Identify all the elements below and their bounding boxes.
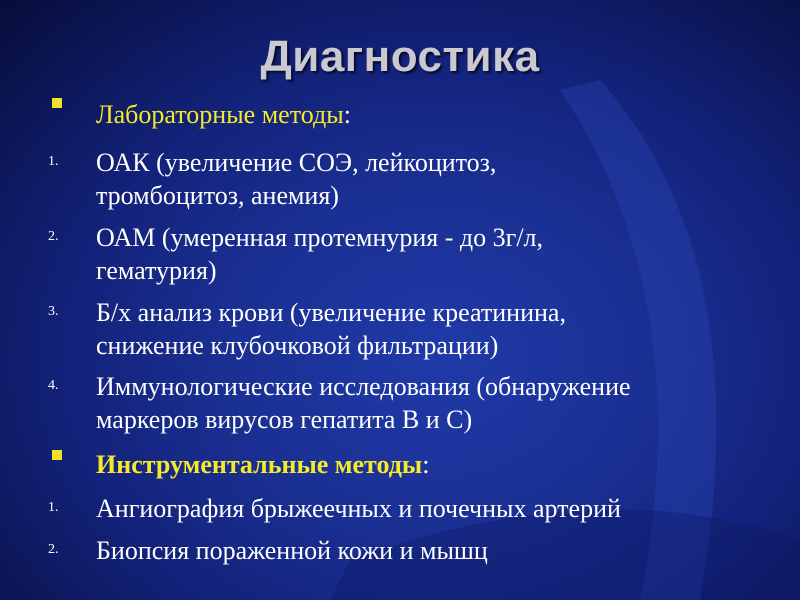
heading-colon: : [422,450,430,479]
square-bullet-icon [52,98,62,108]
list-item-line: ОАК (увеличение СОЭ, лейкоцитоз, [96,148,497,177]
square-bullet-icon [52,450,62,460]
laboratory-heading: Лабораторные методы [96,100,344,129]
section-heading [96,98,776,131]
instrumental-heading: Инструментальные методы [96,450,423,479]
heading-colon: : [343,100,351,129]
list-item-text [96,221,776,287]
list-item-line: Б/х анализ крови (увеличение креатинина, [96,298,566,327]
slide-title: Диагностика [260,32,540,81]
list-item-line: Биопсия пораженной кожи и мышц [96,536,488,565]
section-heading [96,448,776,481]
list-item-line: тромбоцитоз, анемия) [96,181,339,210]
list-item-text [96,534,776,567]
list-number: 4. [48,378,59,393]
list-item-text [96,370,776,436]
list-item-text [96,146,776,212]
list-item-text [96,296,776,362]
list-number: 1. [48,500,59,515]
list-item-line: снижение клубочковой фильтрации) [96,331,499,360]
list-number: 2. [48,542,59,557]
list-number: 3. [48,304,59,319]
list-item-line: Ангиография брыжеечных и почечных артерий [96,494,621,523]
list-item-line: ОАМ (умеренная протемнурия - до 3г/л, [96,223,544,252]
list-item-line: маркеров вирусов гепатита В и С) [96,405,473,434]
list-number: 2. [48,229,59,244]
list-item-line: гематурия) [96,256,217,285]
list-item-line: Иммунологические исследования (обнаружение [96,372,631,401]
list-number: 1. [48,154,59,169]
list-item-text [96,492,776,525]
